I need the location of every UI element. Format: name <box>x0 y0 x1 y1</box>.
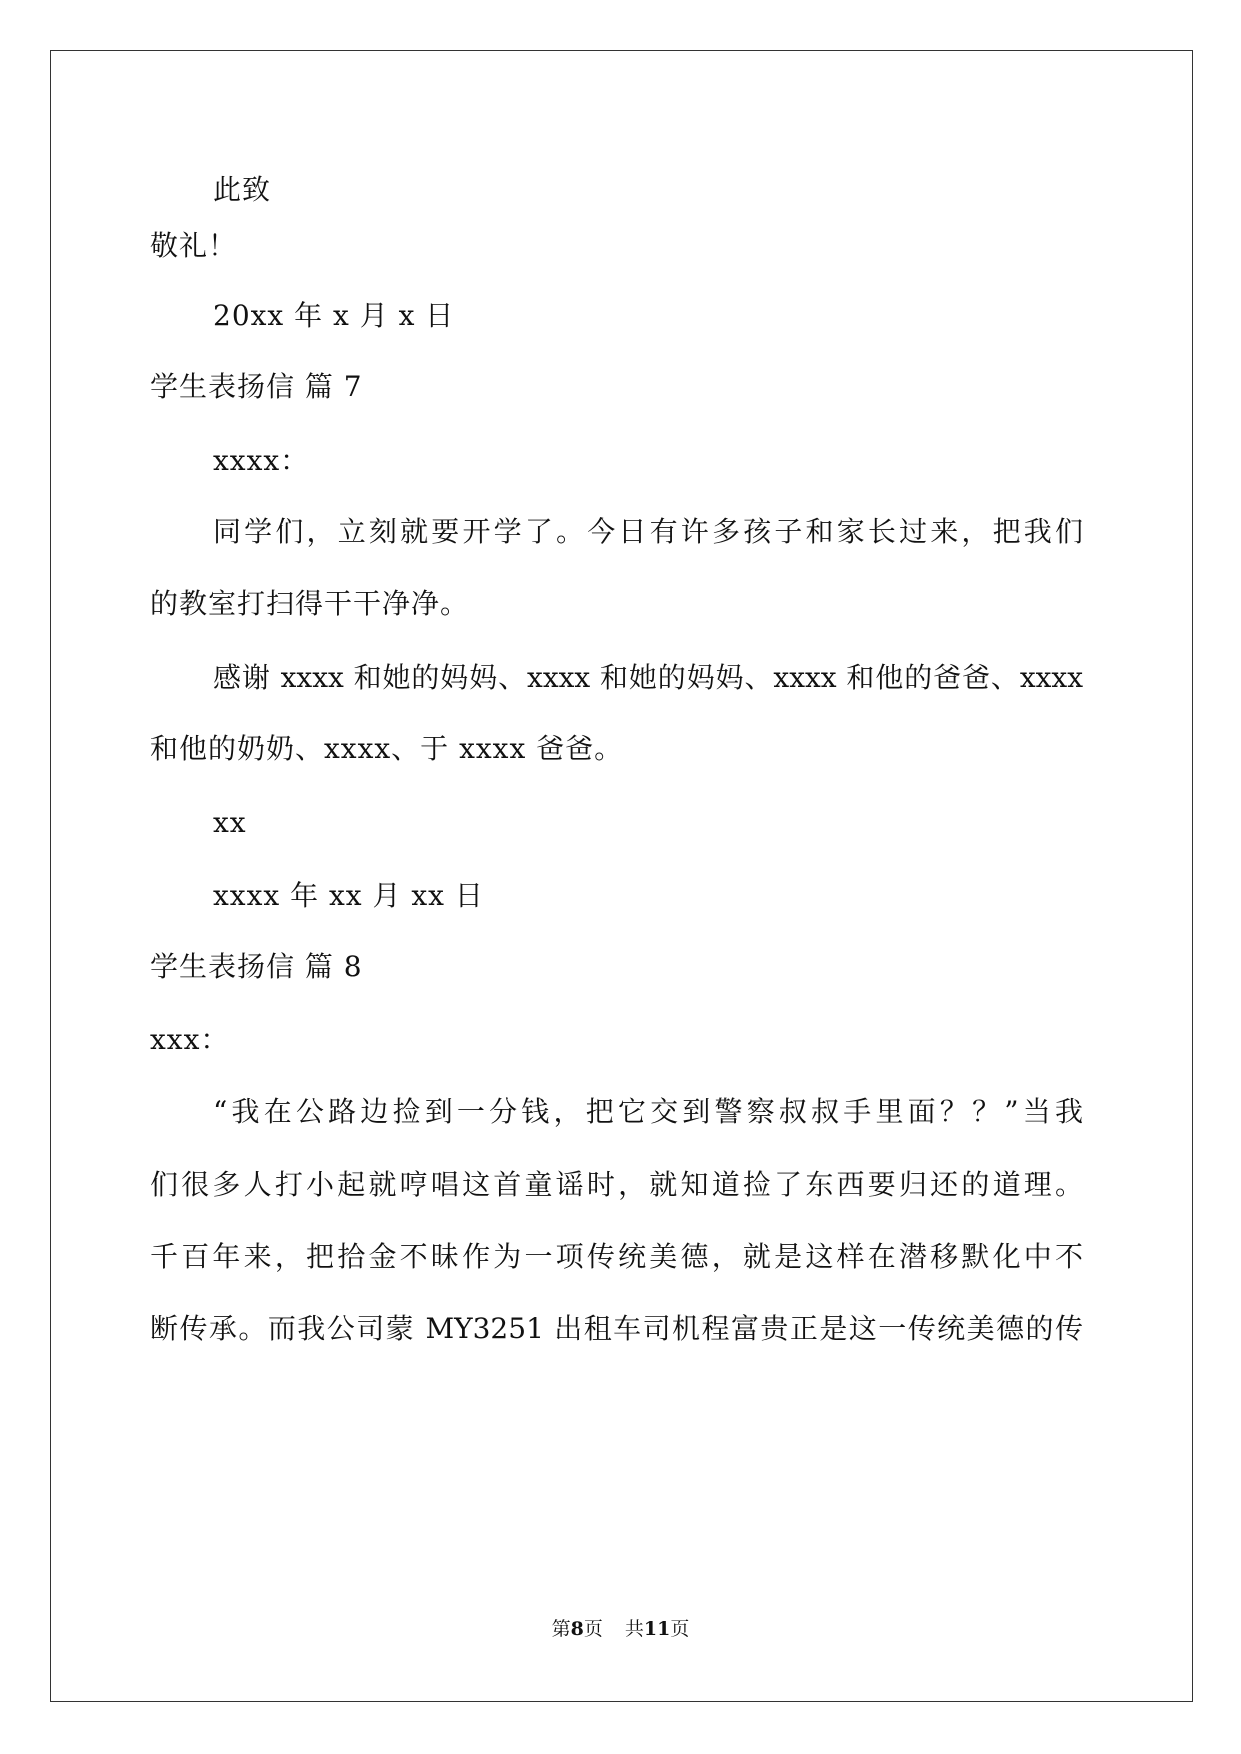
paragraph-line: 断传承。而我公司蒙 MY3251 出租车司机程富贵正是这一传统美德的传 <box>150 1312 1083 1345</box>
section-heading-7: 学生表扬信 篇 7 <box>150 370 363 403</box>
letter-date: 20xx 年 x 月 x 日 <box>213 299 455 332</box>
footer-page-total: 11 <box>643 1618 671 1640</box>
paragraph-line: 同学们，立刻就要开学了。今日有许多孩子和家长过来，把我们 <box>213 515 1083 548</box>
footer-page-current: 8 <box>570 1618 584 1640</box>
paragraph-line: 的教室打扫得干干净净。 <box>150 587 470 620</box>
letter-addressee: xxx： <box>150 1023 230 1056</box>
footer-total-prefix: 共 <box>624 1618 644 1640</box>
letter-signature: xx <box>213 806 247 839</box>
section-heading-8: 学生表扬信 篇 8 <box>150 950 363 983</box>
footer-page-prefix: 第 <box>551 1618 571 1640</box>
letter-date: xxxx 年 xx 月 xx 日 <box>213 879 484 912</box>
page-footer <box>0 1617 1241 1641</box>
footer-total-suffix: 页 <box>670 1618 690 1640</box>
paragraph-line: 感谢 xxxx 和她的妈妈、xxxx 和她的妈妈、xxxx 和他的爸爸、xxxx <box>213 661 1083 694</box>
paragraph-line: “我在公路边捡到一分钱，把它交到警察叔叔手里面？？”当我 <box>213 1095 1083 1128</box>
paragraph-line: 们很多人打小起就哼唱这首童谣时，就知道捡了东西要归还的道理。 <box>150 1168 1083 1201</box>
footer-page-mid: 页 <box>583 1618 603 1640</box>
closing-salutation: 此致 <box>213 173 272 206</box>
paragraph-line: 千百年来，把拾金不昧作为一项传统美德，就是这样在潜移默化中不 <box>150 1240 1083 1273</box>
letter-addressee: xxxx： <box>213 444 310 477</box>
paragraph-line: 和他的奶奶、xxxx、于 xxxx 爸爸。 <box>150 732 624 765</box>
closing-respect: 敬礼！ <box>150 229 238 262</box>
